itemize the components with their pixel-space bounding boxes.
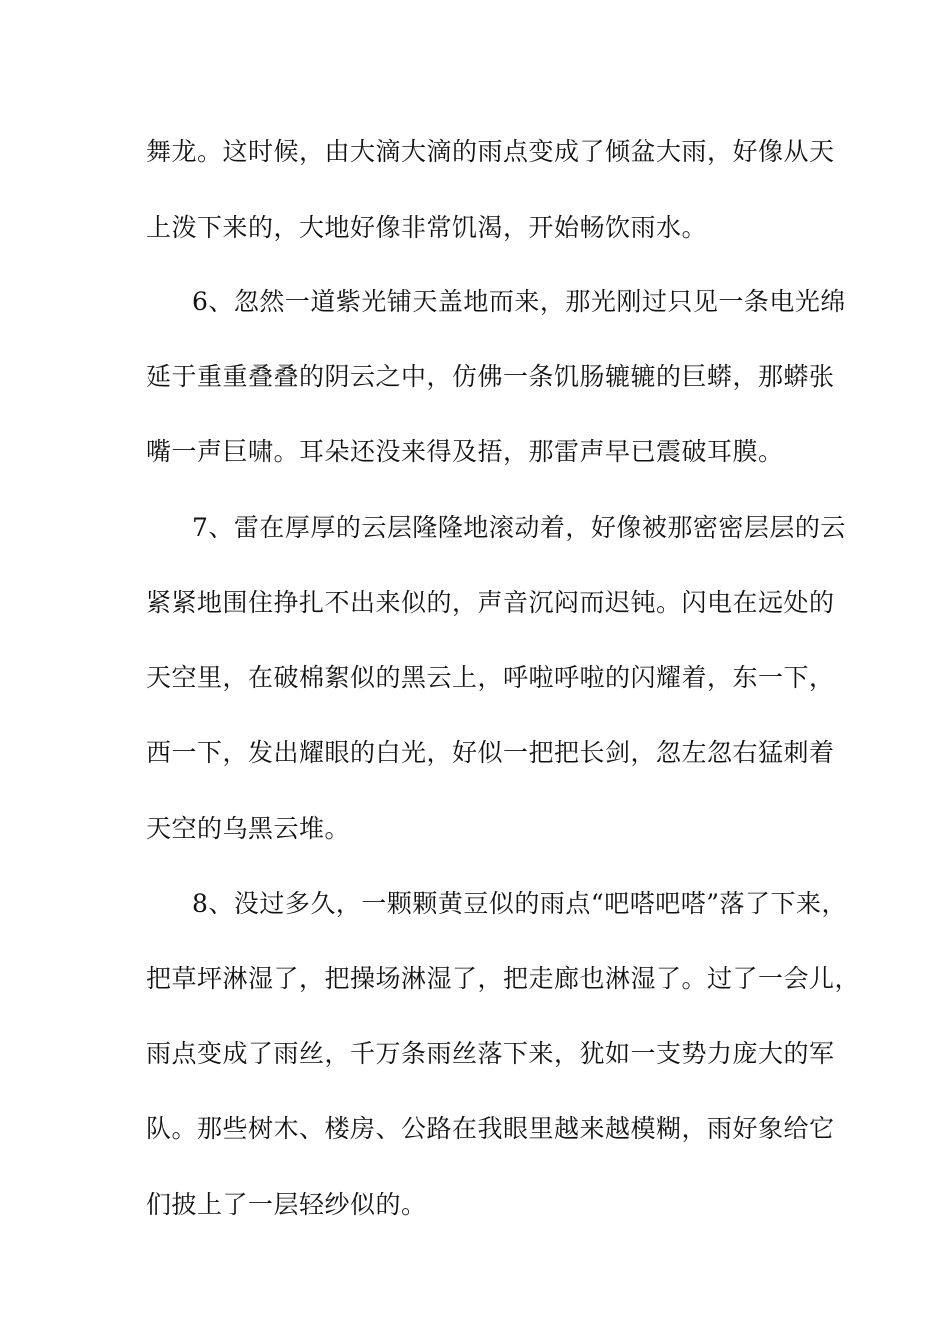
paragraph-7-line-5: 天空的乌黑云堆。 <box>146 814 351 843</box>
paragraph-7-line-2: 紧紧地围住挣扎不出来似的，声音沉闷而迟钝。闪电在远处的 <box>146 588 835 617</box>
text-line-1: 舞龙。这时候，由大滴大滴的雨点变成了倾盆大雨，好像从天 <box>146 137 835 166</box>
paragraph-7-line-3: 天空里，在破棉絮似的黑云上，呼啦呼啦的闪耀着，东一下， <box>146 663 835 692</box>
paragraph-6-line-1: 6、忽然一道紫光铺天盖地而来，那光刚过只见一条电光绵 <box>192 287 846 316</box>
text-line-2: 上泼下来的，大地好像非常饥渴，开始畅饮雨水。 <box>146 213 708 242</box>
paragraph-7-line-4: 西一下，发出耀眼的白光，好似一把把长剑，忽左忽右猛刺着 <box>146 738 835 767</box>
paragraph-7-line-1: 7、雷在厚厚的云层隆隆地滚动着，好像被那密密层层的云 <box>192 513 846 542</box>
paragraph-6-line-2: 延于重重叠叠的阴云之中，仿佛一条饥肠辘辘的巨蟒，那蟒张 <box>146 362 835 391</box>
paragraph-8-line-5: 们披上了一层轻纱似的。 <box>146 1190 427 1219</box>
paragraph-8-line-1: 8、没过多久，一颗颗黄豆似的雨点“吧嗒吧嗒”落了下来， <box>192 889 847 918</box>
paragraph-8-line-3: 雨点变成了雨丝，千万条雨丝落下来，犹如一支势力庞大的军 <box>146 1039 835 1068</box>
paragraph-6-line-3: 嘴一声巨啸。耳朵还没来得及捂，那雷声早已震破耳膜。 <box>146 437 784 466</box>
paragraph-8-line-4: 队。那些树木、楼房、公路在我眼里越来越模糊，雨好象给它 <box>146 1114 835 1143</box>
paragraph-8-line-2: 把草坪淋湿了，把操场淋湿了，把走廊也淋湿了。过了一会儿， <box>146 964 861 993</box>
